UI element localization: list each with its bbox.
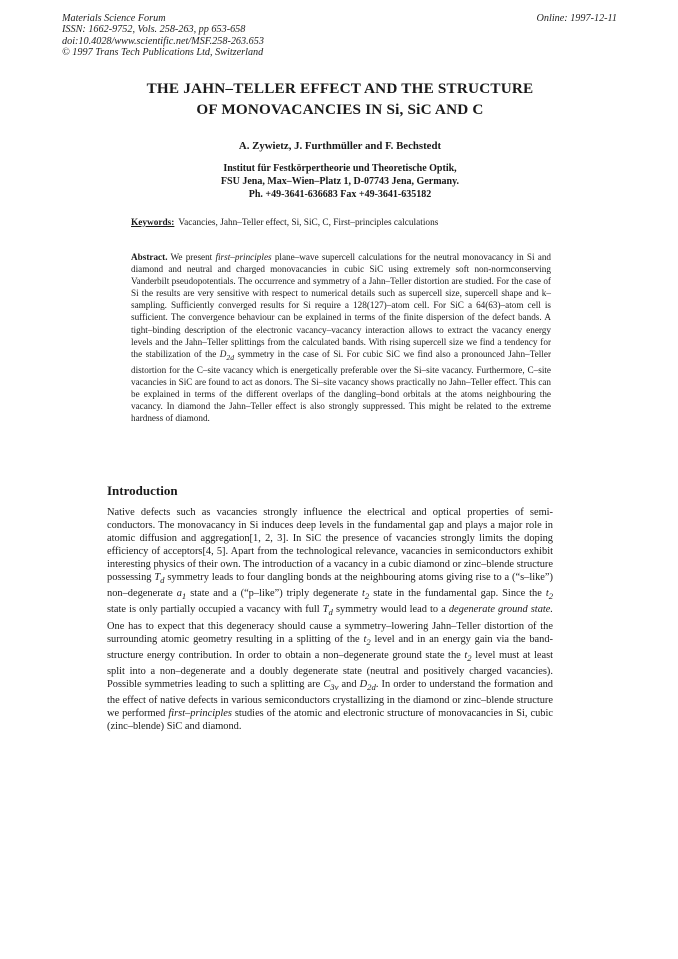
title-line-2: OF MONOVACANCIES IN Si, SiC AND C — [196, 100, 484, 118]
affiliation-line-1: Institut für Festkörpertheorie und Theoretische Optik, — [223, 163, 457, 174]
keywords-label: Keywords: — [131, 218, 175, 228]
page-header — [62, 13, 617, 59]
copyright-line: © 1997 Trans Tech Publications Ltd, Switzerland — [62, 47, 264, 59]
online-date: Online: 1997-12-11 — [536, 13, 617, 24]
symbol-c3v: $C_{3v}$ — [323, 678, 339, 693]
authors: A. Zywietz, J. Furthmüller and F. Bechstedt — [238, 140, 442, 152]
affiliation — [60, 163, 620, 201]
journal-info — [62, 13, 617, 59]
abstract-text-3: symmetry in the case of Si. For cubic SiC we find also a pronounced Jahn–Teller distortion for the C–site vacancy which is energetically preferable over the Si–site vacancy. Furthermore, C–site vacancies in SiC are found to act as donors. The Si–site vacancy shows practically no Jahn–Teller effect. This can be explained in terms of the different overlaps of the dangling–bond orbitals at the atoms neighbouring the vacancy. In diamond the Jahn–Teller effect is also strongly suppressed. This might be related to the extreme hardness of diamond. — [131, 348, 552, 424]
keywords — [131, 218, 551, 228]
paper-title — [60, 79, 620, 120]
symbol-td: $T_d$ — [322, 604, 333, 618]
symbol-t2: $t_2$ — [362, 588, 370, 602]
section-heading-introduction: Introduction — [107, 483, 178, 498]
emphasis-first-principles: first–principles — [168, 708, 232, 720]
symbol-t2: $t_2$ — [363, 633, 371, 647]
symbol-t2: $t_2$ — [464, 649, 472, 663]
title-line-1: THE JAHN–TELLER EFFECT AND THE STRUCTURE — [146, 80, 534, 97]
symbol-t2: $t_2$ — [545, 588, 554, 602]
symbol-a1: $a_1$ — [176, 588, 187, 602]
abstract-text-1: We present — [170, 252, 213, 262]
keywords-text: Vacancies, Jahn–Teller effect, Si, SiC, C, First–principles calculations — [178, 218, 439, 228]
symbol-d2d: $D_{2d}$ — [359, 678, 376, 693]
introduction-paragraph: Native defects such as vacancies strongly influence the electrical and optical properties of semi-conductors. The monovacancy in Si induces deep levels in the fundamental gap and plays a major role in atomic diffusion and aggregation[1, 2, 3]. In SiC the presence of vacancies strongly limits the doping efficiency of acceptors[4, 5]. Apart from the technological relevance, vacancies in semiconductors exhibit interesting physics of their own. The introduction of a vacancy in a cubic diamond or zinc–blende structure possessing $T_d$ symmetry leads to four dangling bonds at the neighbouring atoms giving rise to a (“s–like”) non–degenerate $a_1$ state and a (“p–like”) triply degenerate $t_2$ state in the fundamental gap. Since the $t_2$ state is only partially occupied a vacancy with full $T_d$ symmetry would lead to a degenerate ground state. One has to expect that this degeneracy should cause a symmetry–lowering Jahn–Teller distortion of the surrounding atomic geometry resulting in a splitting of the $t_2$ level and in an energy gain via the band-structure energy contribution. In order to obtain a non–degenerate ground state the $t_2$ level must at least split into a non–degenerate and a doubly degenerate state (neutral and positively charged vacancies). Possible symmetries leading to such a splitting are $C_{3v}$ and $D_{2d}$. In order to understand the formation and the effect of native defects in various semiconductors crystallizing in the diamond or zinc–blende structure we performed first–principles studies of the atomic and electronic structure of monovacancies in Si, cubic (zinc–blende) SiC and diamond. — [107, 507, 554, 733]
abstract-emphasis: first–principles — [215, 252, 272, 262]
introduction-body — [107, 506, 553, 733]
emphasis-degenerate-ground-state: degenerate ground state. — [448, 604, 553, 616]
abstract-text-2: plane–wave supercell calculations for the neutral monovacancy in Si and diamond and neutral and charged monovacancies in cubic SiC using extremely soft non-normconserving Vanderbilt pseudopotentials. The occurrence and symmetry of a Jahn–Teller distortion are studied. For the case of Si the results are very sensitive with respect to numerical details such as supercell size, supercell shape and k–sampling. Sufficiently converged results for Si require a 128(127)–atom cell. For SiC a 64(63)–atom cell is sufficient. The convergence behaviour can be explained in terms of the finite dispersion of the defect bands. A tight–binding description of the electronic vacancy–vacancy interaction allows to extract the vacancy energy levels and the Jahn–Teller splittings from the calculated bands. With rising supercell size we find a tendency for the stabilization of the — [131, 252, 552, 359]
affiliation-line-2: FSU Jena, Max–Wien–Platz 1, D-07743 Jena, Germany. — [220, 175, 460, 187]
affiliation-line-3: Ph. +49-3641-636683 Fax +49-3641-635182 — [248, 188, 432, 200]
journal-name: Materials Science Forum — [62, 13, 166, 24]
doi-line[interactable]: doi:10.4028/www.scientific.net/MSF.258-263.653 — [62, 35, 264, 47]
abstract — [131, 251, 551, 424]
issn-line: ISSN: 1662-9752, Vols. 258-263, pp 653-658 — [62, 24, 246, 36]
symbol-d2d: $D_{2d}$ — [219, 348, 235, 362]
symbol-td: $T_d$ — [154, 572, 165, 586]
abstract-label: Abstract. — [131, 252, 168, 262]
